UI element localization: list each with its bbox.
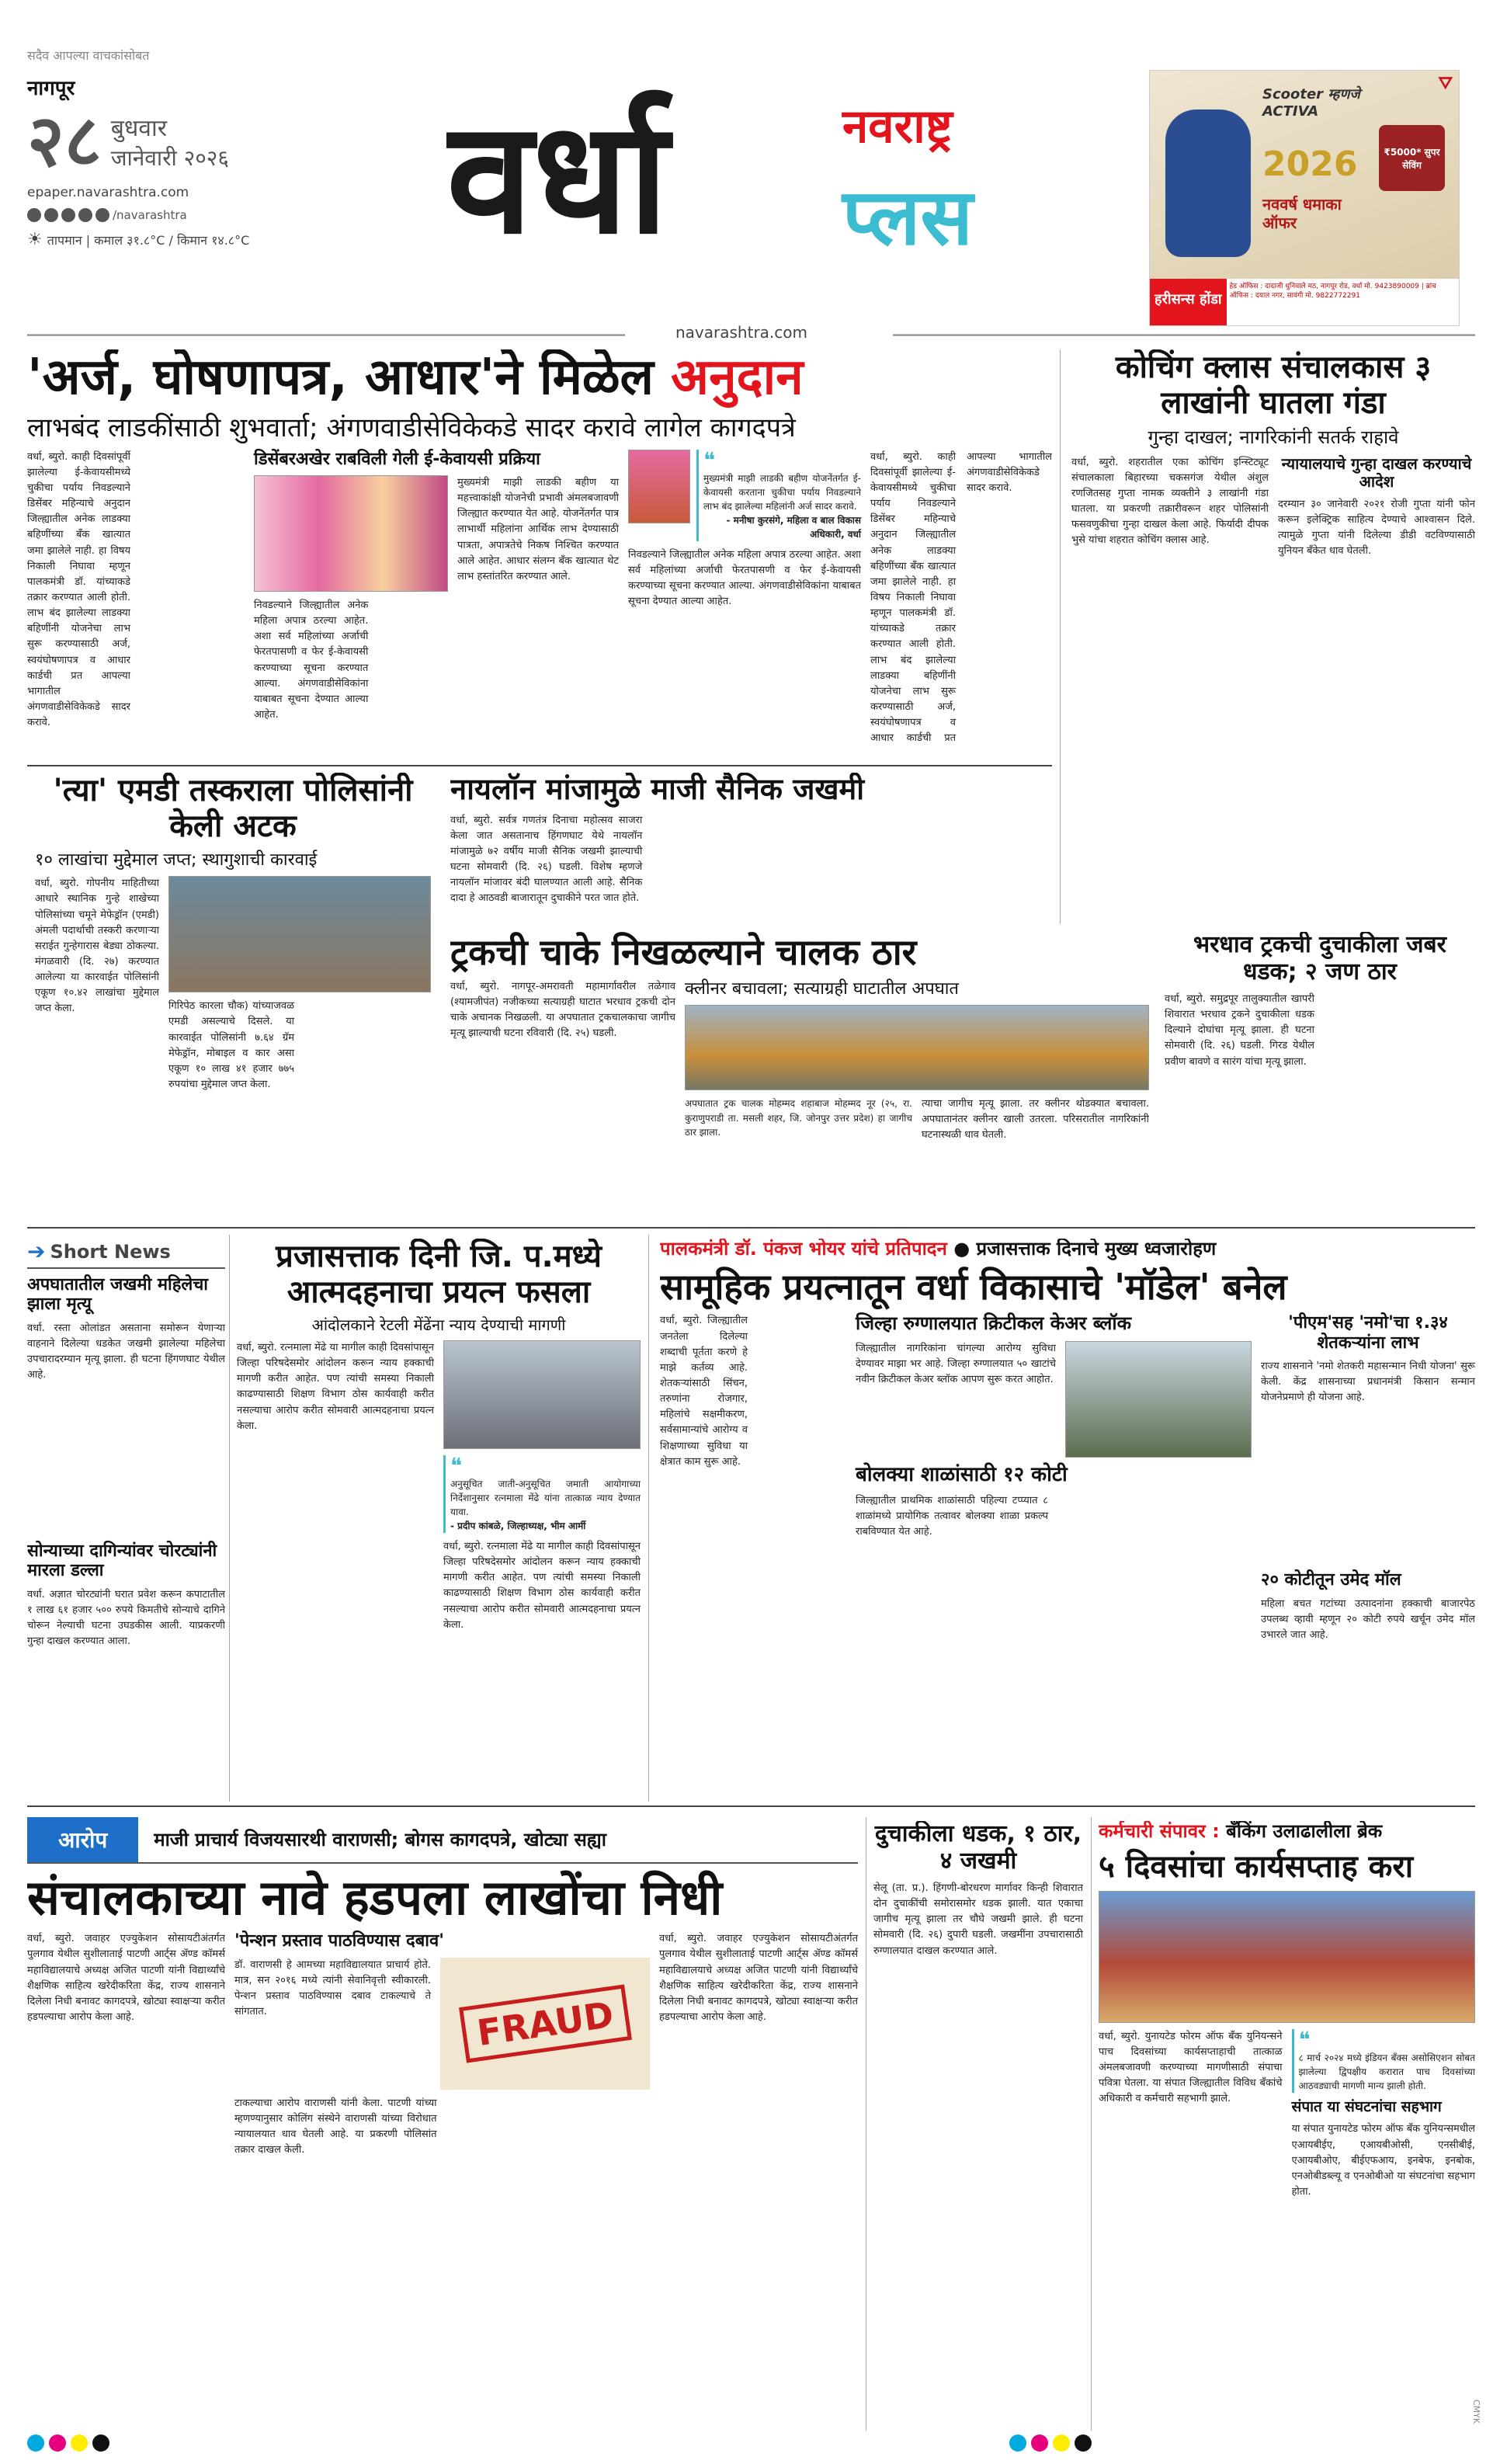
quote-icon: ❝ xyxy=(450,1453,463,1479)
lead-body: वर्धा, ब्युरो. काही दिवसांपूर्वी झालेल्या ई-केवायसीमध्ये चुकीचा पर्याय निवडल्याने डिसेंबर महिन्याचे अनुदान जिल्ह्यातील अनेक लाडक्या बहिणींच्या बँक खात्यात जमा झालेले नाही. हा विषय निकाली निघावा म्हणून पालकमंत्री डॉ. यांच्याकडे तक्रार करण्यात आली होती. लाभ बंद झालेल्या लाडक्या बहिणींनी योजनेचा लाभ सुरू करण्यासाठी अर्ज, स्वयंघोषणापत्र व आधार कार्डची प्रत आपल्या भागातील अंगणवाडीसेविकेकडे सादर करावे. xyxy=(27,450,130,729)
truck-headline: ट्रकची चाके निखळल्याने चालक ठार xyxy=(450,932,917,973)
youtube-icon[interactable] xyxy=(78,208,92,222)
nylon-headline: नायलॉन मांजामुळे माजी सैनिक जखमी xyxy=(450,773,865,806)
zp-body-2: वर्धा, ब्युरो. रत्नमाला मेंढे या मागील काही दिवसांपासून जिल्हा परिषदेसमोर आंदोलन करून न्याय हक्काची मागणी करीत आहेत. पण त्यांची समस्या निकाली काढण्यासाठी शिक्षण विभाग ठोस कार्यवाही करीत नसल्याचा आरोप करीत सोमवारी आत्मदहनाचा प्रयत्न केला. xyxy=(443,1541,641,1631)
short-news-2-headline: सोन्याच्या दागिन्यांवर चोरट्यांनी मारला डल्ला xyxy=(27,1541,217,1581)
column-divider xyxy=(1060,349,1061,924)
temperature: तापमान | कमाल ३१.८°C / किमान १४.८°C xyxy=(47,232,250,248)
logo-navarashtra: नवराष्ट्र xyxy=(842,99,953,154)
coaching-headline: कोचिंग क्लास संचालकास ३ लाखांनी घातला गंडा xyxy=(1115,349,1432,421)
model-headline: सामूहिक प्रयत्नातून वर्धा विकासाचे 'मॉडेल' बनेल xyxy=(660,1265,1287,1308)
column-divider xyxy=(1091,1817,1092,2431)
coaching-subhead: गुन्हा दाखल; नागरिकांनी सतर्क राहावे xyxy=(1148,426,1399,448)
honda-logo-icon: ⛛ xyxy=(1438,74,1453,93)
bike-accident-headline: भरधाव ट्रकची दुचाकीला जबर धडक; २ जण ठार xyxy=(1193,932,1446,985)
short-news-1-body: वर्धा. रस्ता ओलांडत असताना समोरून येणाऱ्या वाहनाने दिलेल्या धडकेत जखमी झालेल्या महिलेचा उपचारादरम्यान मृत्यू झाला. ही घटना हिंगणघाट येथील आहे. xyxy=(27,1322,225,1381)
md-headline: 'त्या' एमडी तस्कराला पोलिसांनी केली अटक xyxy=(53,773,413,844)
masthead-rule-left xyxy=(27,334,625,336)
section-rule xyxy=(27,765,1052,766)
short-news-column xyxy=(27,1239,225,1802)
fraud-kicker: माजी प्राचार्य विजयसारथी वाराणसी; बोगस कागदपत्रे, खोट्या सह्या xyxy=(154,1828,606,1851)
coaching-body: वर्धा, ब्युरो. शहरातील एका कोचिंग इन्स्टिट्यूट संचालकाला बिहारच्या चकसगंज येथील अंशुल रणजितसह गुप्ता नामक व्यक्तीने ३ लाखांनी गंडा घातला. या प्रकरणी तक्रारीवरून शहर पोलिसांनी फसवणुकीचा गुन्हा दाखल केला आहे. फिर्यादी दीपक भुसे यांचा शहरात कोचिंग क्लास आहे. xyxy=(1071,456,1269,547)
lead-quote-box xyxy=(696,447,861,541)
lead-subhead: लाभबंद लाडकींसाठी शुभवार्ता; अंगणवाडीसेविकेकडे सादर करावे लागेल कागदपत्रे xyxy=(27,412,796,443)
fraud-body-3: वर्धा, ब्युरो. जवाहर एज्युकेशन सोसायटीअंतर्गत पुलगाव येथील सुशीलाताई पाटणी आर्ट्स ॲण्ड कॉमर्स महाविद्यालयाचे अध्यक्ष अजित पाटणी यांनी विद्यार्थ्यांचे शैक्षणिक साहित्य खरेदीकरिता केंद्र, राज्य शासनाने दिलेला निधी बनावट कागदपत्रे, खोट्या स्वाक्षऱ्या करीत हडपल्याचा आरोप केला आहे. xyxy=(659,1933,858,2023)
fraud-body-2: टाकल्याचा आरोप वाराणसी यांनी केला. पाटणी यांच्या म्हणण्यानुसार कोलिंग संस्थेने वाराणसी यांच्या विरोधात न्यायालयात धाव घेतली आहे. या प्रकरणी पोलिसांत तक्रार दाखल केली. xyxy=(234,2097,437,2156)
masthead-rule-right xyxy=(893,334,1475,336)
md-body-2: गिरिपेठ कारला चौक) यांच्याजवळ एमडी असल्याचे दिसले. या कारवाईत पोलिसांनी ७.६४ ग्रॅम मेफेड्रॉन, मोबाइल व कार असा एकूण १० लाख ४१ हजार ७७५ रुपयांचा मुद्देमाल जप्त केला. xyxy=(168,1000,294,1090)
site-url[interactable]: navarashtra.com xyxy=(675,323,807,342)
bank-headline: ५ दिवसांचा कार्यसप्ताह करा xyxy=(1099,1848,1414,1885)
zp-story xyxy=(237,1239,641,1802)
officer-photo xyxy=(628,450,690,523)
color-registration-marks-left xyxy=(27,2434,114,2455)
social-handle: /navarashtra xyxy=(113,208,187,222)
ad-year: 2026 xyxy=(1262,144,1358,184)
edition-city: नागपूर xyxy=(27,77,75,100)
lead-headline: 'अर्ज, घोषणापत्र, आधार'ने मिळेल अनुदान xyxy=(27,349,804,406)
icu-body: जिल्ह्यातील नागरिकांना चांगल्या आरोग्य सुविधा देण्यावर माझा भर आहे. जिल्हा रुग्णालयात ५० खाटांचे नवीन क्रिटीकल केअर ब्लॉक आपण सुरू करत आहोत. xyxy=(856,1343,1056,1386)
bank-side-body: या संपात युनायटेड फोरम ऑफ बँक युनियन्समधील एआयबीईए, एआयबीओसी, एनसीबीई, एआयबीओए, बीईएफआय, इनबेफ, इनबोक, एनओबीडब्ल्यू व एनओबीओ या संघटनांचा सहभाग होता. xyxy=(1291,2123,1475,2198)
pm-kisan-headline: 'पीएम'सह 'नमो'चा १.३४ शेतकऱ्यांना लाभ xyxy=(1288,1313,1448,1353)
lead-quote-author: - मनीषा कुरसंगे, महिला व बाल विकास अधिकारी, वर्धा xyxy=(726,514,861,540)
lead-quote: मुख्यमंत्री माझी लाडकी बहीण योजनेंतर्गत ई-केवायसी करताना चुकीचा पर्याय निवडल्याने लाभ बंद झालेल्या महिलांनी अर्ज सादर करावे. xyxy=(703,472,861,512)
ad-contact: हेड ऑफिस : दादाजी धुनिवाले मठ, नागपूर रोड, वर्धा मो. 9423890009 | ब्रांच ऑफिस : दयाल नगर, सावंगी मो. 9822772291 xyxy=(1229,283,1436,301)
arrow-icon: ➔ xyxy=(27,1239,46,1264)
zp-quote-box xyxy=(443,1455,641,1533)
logo-wardha: वर्धा xyxy=(446,88,669,269)
lead-story xyxy=(27,349,1052,761)
mall-body: महिला बचत गटांच्या उत्पादनांना हक्काची बाजारपेठ उपलब्ध व्हावी म्हणून २० कोटी रुपये खर्चून उमेद मॉल उभारले जात आहे. xyxy=(1261,1597,1475,1641)
fraud-inset-headline: 'पेन्शन प्रस्ताव पाठविण्यास दबाव' xyxy=(234,1931,444,1951)
school-headline: बोलक्या शाळांसाठी १२ कोटी xyxy=(856,1463,1068,1487)
bank-quote-box xyxy=(1292,2026,1476,2093)
epaper-link[interactable]: epaper.navarashtra.com xyxy=(27,185,189,200)
bike-accident-body: वर्धा, ब्युरो. समुद्रपूर तालुक्यातील खापरी शिवारात भरधाव ट्रकने दुचाकीला धडक दिल्याने दोघांचा मृत्यू झाला. ही घटना सोमवारी (दि. २६) घडली. गिरड येथील प्रवीण बावणे व सारंग यांचा मृत्यू झाला. xyxy=(1165,993,1314,1068)
short-news-header xyxy=(27,1239,225,1269)
zp-subhead: आंदोलकाने रेटली मेंढेंना न्याय देण्याची मागणी xyxy=(311,1315,566,1334)
model-body: वर्धा, ब्युरो. जिल्ह्यातील जनतेला दिलेल्या शब्दाची पूर्तता करणे हे माझे कर्तव्य आहे. शेतकऱ्यांसाठी सिंचन, तरुणांना रोजगार, महिलांचे सक्षमीकरण, सर्वसामान्यांचे आरोग्य व शिक्षणाच्या सुविधा या क्षेत्रात काम सुरू आहे. xyxy=(660,1315,748,1468)
quote-icon: ❝ xyxy=(1298,2026,1311,2052)
logo-plus: प्लस xyxy=(842,172,973,262)
lead-body-3: निवडल्याने जिल्ह्यातील अनेक महिला अपात्र ठरल्या आहेत. अशा सर्व महिलांच्या अर्जाची फेरतपासणी व फेर ई-केवायसी करण्याच्या सूचना करण्यात आल्या. अंगणवाडीसेविकांना याबाबत सूचना देण्यात आल्या आहेत. xyxy=(254,599,369,721)
truck-caption: अपघातात ट्रक चालक मोहम्मद शहाबाज मोहम्मद नूर (२५, रा. कुराणुपराडी ता. मसली शहर, जि. जोनपुर उत्तर प्रदेश) हा जागीच ठार झाला. xyxy=(685,1098,912,1138)
coaching-side-body: दरम्यान ३० जानेवारी २०२१ रोजी गुप्ता यांनी फोन करून इलेक्ट्रिक साहित्य देण्याचे आश्वासन दिले. त्यामुळे गुप्ता यांनी दिलेल्या डीडी वटविण्यासाठी युनियन बँकेत धाव घेतली. xyxy=(1278,498,1475,558)
truck-body: वर्धा, ब्युरो. नागपूर-अमरावती महामार्गावरील तळेगाव (श्यामजीपंत) नजीकच्या सत्याग्रही घाटात भरधाव ट्रकची दोन चाके अचानक निखळली. या अपघातात ट्रकचालकाचा जागीच मृत्यू झाल्याची घटना रविवारी (दि. २५) घडली. xyxy=(450,980,675,1040)
nylon-body: वर्धा, ब्युरो. सर्वत्र गणतंत्र दिनाचा महोत्सव साजरा केला जात असतानाच हिंगणघाट येथे नायलॉन मांजामुळे ७२ वर्षीय माजी सैनिक जखमी झाल्याची घटना सोमवारी (दि. २६) घडली. विशेष म्हणजे नायलॉन मांजावर बंदी घालण्यात आली आहे. सैनिक दादा हे आठवडी बाजारातून दुचाकीने परत जात होते. xyxy=(450,814,643,905)
column-divider xyxy=(229,1235,230,1802)
weekday: बुधवार xyxy=(110,114,167,142)
linkedin-icon[interactable] xyxy=(95,208,109,222)
fraud-story xyxy=(27,1817,858,2423)
fraud-headline: संचालकाच्या नावे हडपला लाखोंचा निधी xyxy=(27,1869,723,1926)
lead-body-5: वर्धा, ब्युरो. काही दिवसांपूर्वी झालेल्या ई-केवायसीमध्ये चुकीचा पर्याय निवडल्याने डिसेंबर महिन्याचे अनुदान जिल्ह्यातील अनेक लाडक्या बहिणींच्या बँक खात्यात जमा झालेले नाही. हा विषय निकाली निघावा म्हणून पालकमंत्री डॉ. यांच्याकडे तक्रार करण्यात आली होती. लाभ बंद झालेल्या लाडक्या बहिणींनी योजनेचा लाभ सुरू करण्यासाठी अर्ज, स्वयंघोषणापत्र व आधार कार्डची प्रत आपल्या भागातील अंगणवाडीसेविकेकडे सादर करावे. xyxy=(870,450,1052,745)
bank-strike-photo xyxy=(1099,1891,1475,2023)
zp-quote-author: - प्रदीप कांबळे, जिल्हाध्यक्ष, भीम आर्मी xyxy=(450,1520,586,1531)
section-rule xyxy=(27,1805,1475,1807)
nylon-story xyxy=(450,773,1048,924)
flag-hoisting-photo xyxy=(1065,1341,1252,1458)
cmyk-label: CMYK xyxy=(1471,2400,1481,2424)
column-divider xyxy=(648,1235,649,1802)
ad-dealer: हरीसन्स होंडा xyxy=(1150,279,1227,325)
fraud-body: वर्धा, ब्युरो. जवाहर एज्युकेशन सोसायटीअंतर्गत पुलगाव येथील सुशीलाताई पाटणी आर्ट्स ॲण्ड कॉमर्स महाविद्यालयाचे अध्यक्ष अजित पाटणी यांनी विद्यार्थ्यांचे शैक्षणिक साहित्य खरेदीकरिता केंद्र, राज्य शासनाने दिलेला निधी बनावट कागदपत्रे, खोट्या स्वाक्षऱ्या करीत हडपल्याचा आरोप केला आहे. xyxy=(27,1933,225,2023)
women-illustration xyxy=(254,475,448,592)
truck-accident-photo xyxy=(685,1005,1149,1090)
tagline: सदैव आपल्या वाचकांसोबत xyxy=(27,48,150,63)
short-news-1-headline: अपघातातील जखमी महिलेचा झाला मृत्यू xyxy=(27,1275,209,1315)
bank-kicker: कर्मचारी संपावर : बँकिंग उलाढालीला ब्रेक xyxy=(1099,1821,1383,1842)
section-rule xyxy=(27,1227,1475,1229)
truck-story xyxy=(450,932,1149,1219)
lead-body-2: मुख्यमंत्री माझी लाडकी बहीण या महत्त्वाकांक्षी योजनेची प्रभावी अंमलबजावणी जिल्ह्यात करण्यात येत आहे. योजनेंतर्गत पात्र लाभार्थी महिलांना आर्थिक लाभ देण्यासाठी पात्रता, अपात्रतेचे निकष निश्चित करण्यात आले आहेत. आधार संलग्न बँक खात्यात थेट लाभ हस्तांतरित करण्यात आले. xyxy=(457,476,619,582)
color-registration-marks-right xyxy=(1009,2434,1096,2455)
honda-activa-ad[interactable] xyxy=(1149,70,1460,326)
masthead-info xyxy=(27,47,353,249)
zp-quote: अनुसूचित जाती-अनुसूचित जमाती आयोगाच्या निर्देशानुसार रत्नमाला मेंढे यांना तात्काळ न्याय देण्यात यावा. xyxy=(450,1479,641,1517)
fraud-kicker-bar xyxy=(27,1817,858,1864)
ad-brand: Scooter म्हणजे ACTIVA xyxy=(1262,86,1360,120)
bank-quote: ८ मार्च २०२४ मध्ये इंडियन बँक्स असोसिएशन सोबत झालेल्या द्विपक्षीय करारात पाच दिवसांच्या आठवड्याची मागणी मान्य झाली होती. xyxy=(1298,2052,1475,2091)
lead-body-4: निवडल्याने जिल्ह्यातील अनेक महिला अपात्र ठरल्या आहेत. अशा सर्व महिलांच्या अर्जाची फेरतपासणी व फेर ई-केवायसी करण्याच्या सूचना करण्यात आल्या. अंगणवाडीसेविकांना याबाबत सूचना देण्यात आल्या आहेत. xyxy=(628,548,861,608)
coaching-story xyxy=(1071,349,1475,924)
scooter-image xyxy=(1165,109,1251,257)
fraud-inset-body: डॉ. वाराणसी हे आमच्या महाविद्यालयात प्राचार्य होते. मात्र, सन २०१६ मध्ये त्यांनी सेवानिवृत्ती स्वीकारली. पेन्शन प्रस्ताव पाठविण्यास दबाव टाकल्याचे ते सांगतात. xyxy=(234,1958,431,2018)
coaching-side-headline: न्यायालयाचे गुन्हा दाखल करण्याचे आदेश xyxy=(1281,454,1472,491)
bike-collision-body: सेलू (ता. प्र.). हिंगणी-बोरधरण मार्गावर किन्ही शिवारात दोन दुचाकींची समोरासमोर धडक झाली. यात एकाचा जागीच मृत्यू झाला तर चौघे जखमी झाले. ही घटना सोमवारी (दि. २६) दुपारी घडली. जखमींना उपचारासाठी रुग्णालयात दाखल करण्यात आले. xyxy=(873,1882,1083,1957)
date-number: २८ xyxy=(27,99,102,182)
month-year: जानेवारी २०२६ xyxy=(110,144,229,171)
school-body: जिल्ह्यातील प्राथमिक शाळांसाठी पहिल्या टप्प्यात ८ शाळांमध्ये प्रायोगिक तत्वावर बोलक्या शाळा प्रकल्प राबविण्यात येत आहे. xyxy=(856,1494,1048,1538)
bank-story xyxy=(1099,1821,1475,2423)
instagram-icon[interactable] xyxy=(44,208,58,222)
lead-kicker: डिसेंबरअखेर राबविली गेली ई-केवायसी प्रक्रिया xyxy=(254,449,540,469)
md-subhead: १० लाखांचा मुद्देमाल जप्त; स्थागुशाची कारवाई xyxy=(35,850,318,870)
weather-icon: ☀ xyxy=(27,230,43,249)
icu-headline: जिल्हा रुग्णालयात क्रिटीकल केअर ब्लॉक xyxy=(856,1312,1131,1335)
quote-icon: ❝ xyxy=(703,447,716,473)
bike-collision-headline: दुचाकीला धडक, १ ठार, ४ जखमी xyxy=(874,1821,1082,1875)
model-story xyxy=(660,1239,1475,1802)
social-links[interactable] xyxy=(27,208,353,222)
zp-headline: प्रजासत्ताक दिनी जि. प.मध्ये आत्मदहनाचा प्रयत्न फसला xyxy=(276,1239,602,1310)
facebook-icon[interactable] xyxy=(27,208,41,222)
md-body: वर्धा, ब्युरो. गोपनीय माहितीच्या आधारे स्थानिक गुन्हे शाखेच्या पोलिसांच्या चमूने मेफेड्रॉन (एमडी) अंमली पदार्थाची तस्करी करणाऱ्या सराईत गुन्हेगारास बेड्या ठोकल्या. मंगळवारी (दि. २७) करण्यात आलेल्या या कारवाईत पोलिसांनी एकूण १०.४२ लाखांचा मुद्देमाल जप्त केला. xyxy=(35,878,159,1015)
model-kicker: पालकमंत्री डॉ. पंकज भोयर यांचे प्रतिपादन ● प्रजासत्ताक दिनाचे मुख्य ध्वजारोहण xyxy=(660,1239,1217,1260)
bike-accident-story xyxy=(1165,932,1475,1219)
fraud-stamp-image xyxy=(440,1958,650,2090)
truck-subhead: क्लीनर बचावला; सत्याग्रही घाटातील अपघात xyxy=(685,978,959,999)
ad-offer: नववर्ष धमाका ऑफर xyxy=(1262,195,1342,232)
zp-body: वर्धा, ब्युरो. रत्नमाला मेंढे या मागील काही दिवसांपासून जिल्हा परिषदेसमोर आंदोलन करून न्याय हक्काची मागणी करीत आहेत. पण त्यांची समस्या निकाली काढण्यासाठी शिक्षण विभाग ठोस कार्यवाही करीत नसल्याचा आरोप करीत सोमवारी आत्मदहनाचा प्रयत्न केला. xyxy=(237,1342,434,1432)
truck-body-2: त्याचा जागीच मृत्यू झाला. तर क्लीनर थोडक्यात बचावला. अपघातानंतर क्लीनर खाली उतरला. परिसरातील नागरिकांनी घटनास्थळी धाव घेतली. xyxy=(922,1098,1149,1142)
bike-collision-story xyxy=(873,1821,1083,2423)
pm-kisan-body: राज्य शासनाने 'नमो शेतकरी महासन्मान निधी योजना' सुरू केली. केंद्र शासनाच्या प्रधानमंत्री किसान सन्मान योजनेप्रमाणे ही योजना आहे. xyxy=(1261,1361,1475,1404)
protest-photo xyxy=(443,1340,641,1449)
fraud-stamp: FRAUD xyxy=(459,1984,632,2063)
ad-badge: ₹5000* सुपर सेविंग xyxy=(1379,125,1445,191)
short-news-label: Short News xyxy=(50,1240,171,1263)
x-icon[interactable] xyxy=(61,208,75,222)
police-team-photo xyxy=(168,876,431,992)
bank-side-headline: संपात या संघटनांचा सहभाग xyxy=(1291,2097,1442,2115)
mall-headline: २० कोटीतून उमेद मॉल xyxy=(1261,1570,1401,1590)
bank-body: वर्धा, ब्युरो. युनायटेड फोरम ऑफ बँक युनियन्सने पाच दिवसांच्या कार्यसप्ताहाची तात्काळ अंमलबजावणी करण्याच्या मागणीसाठी संपाचा पवित्रा घेतला. या संपात जिल्ह्यातील विविध बँकांचे अधिकारी व कर्मचारी सहभागी झाले. xyxy=(1099,2030,1283,2105)
md-story xyxy=(35,773,431,1219)
allegation-tag: आरोप xyxy=(27,1817,138,1862)
short-news-2-body: वर्धा. अज्ञात चोरट्यांनी घरात प्रवेश करून कपाटातील १ लाख ६१ हजार ५०० रुपये किमतीचे सोन्याचे दागिने चोरून नेल्याची घटना उघडकीस आली. याप्रकरणी गुन्हा दाखल करण्यात आला. xyxy=(27,1588,225,1648)
